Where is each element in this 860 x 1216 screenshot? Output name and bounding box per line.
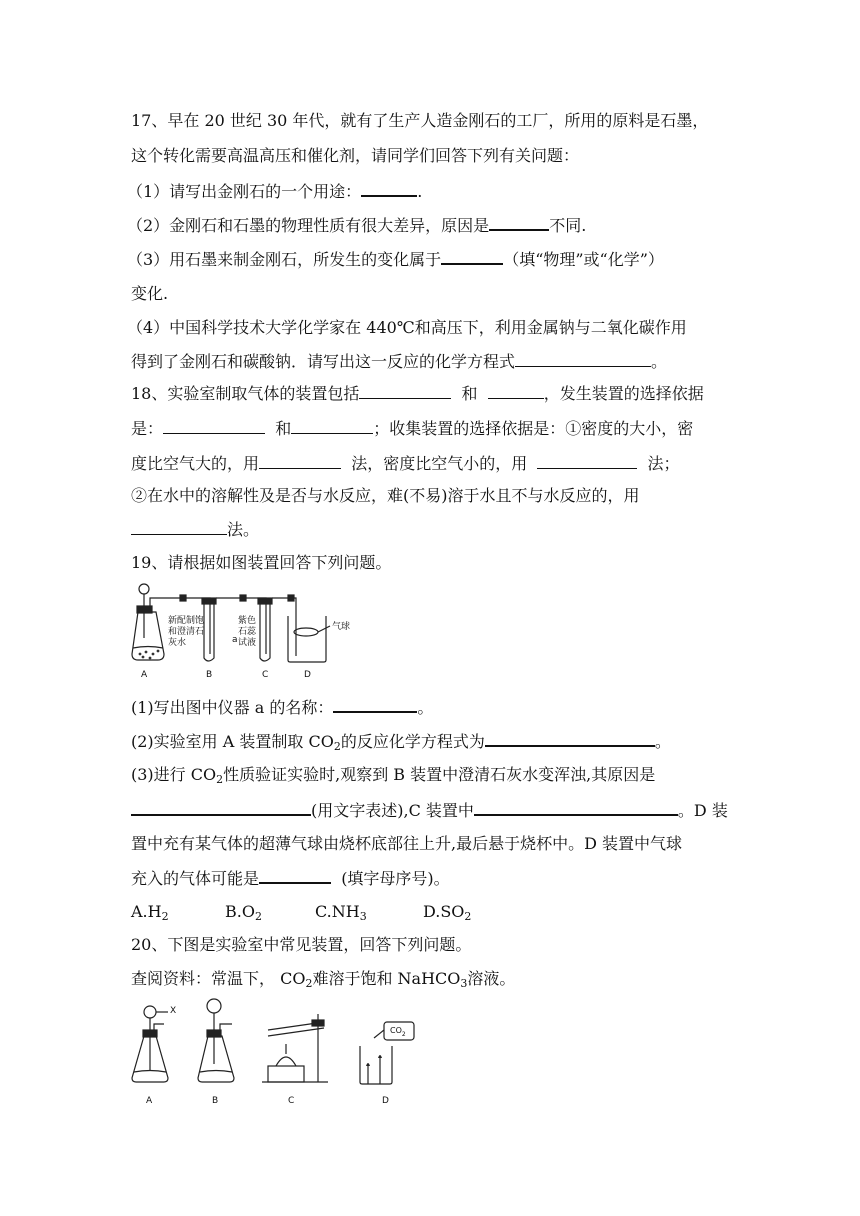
answer-blank[interactable] [474, 800, 678, 816]
answer-blank[interactable] [489, 215, 549, 231]
answer-blank[interactable] [441, 249, 503, 265]
option-b[interactable]: $B.O_2$ [225, 902, 262, 923]
label-b-line3: 灰水 [168, 638, 187, 648]
label-x: X [170, 1006, 177, 1016]
q19-apparatus-figure [128, 582, 358, 682]
label-a: a [232, 635, 238, 645]
q18-line-1: 18、实验室制取气体的装置包括 和 ，发生装置的选择依据 [131, 384, 704, 403]
q19-part-2: (2)实验室用 A 装置制取 $CO_2$的反应化学方程式为 。 [131, 732, 671, 753]
q20-info: 查阅资料：常温下， $CO_2$难溶于饱和 NaHCO$_3$溶液。 [131, 969, 516, 990]
q19-part-1: (1)写出图中仪器 a 的名称： 。 [131, 698, 434, 717]
figure-label-b: B [206, 670, 213, 680]
q20-apparatus-figure [128, 994, 438, 1110]
q17-part-3-cont: 变化. [131, 284, 169, 303]
option-d[interactable]: $D.SO_2$ [423, 902, 472, 923]
figure-label-b: B [212, 1096, 219, 1106]
q17-part-4: （4）中国科学技术大学化学家在 440℃和高压下，利用金属钠与二氧化碳作用 [127, 318, 687, 337]
q19-part-3-line2: (用文字表述),C 装置中 。D 装 [131, 800, 728, 821]
q18-line-3: 度比空气大的，用 法，密度比空气小的，用 法； [131, 454, 680, 473]
q19-part-3-line4: 充入的气体可能是 (填字母序号)。 [131, 869, 450, 888]
figure-label-c: C [262, 670, 269, 680]
label-b-line1: 新配制饱 [168, 616, 205, 626]
q20-title: 20、下图是实验室中常见装置，回答下列问题。 [131, 935, 472, 954]
answer-blank[interactable] [259, 454, 341, 469]
answer-blank[interactable] [515, 352, 651, 367]
label-c-line3: 试液 [238, 638, 257, 648]
option-a[interactable]: $A.H_2$ [131, 902, 169, 923]
q17-part-1: （1）请写出金刚石的一个用途： . [127, 182, 423, 201]
answer-blank[interactable] [537, 454, 637, 469]
answer-blank[interactable] [131, 520, 227, 535]
figure-label-a: A [146, 1096, 153, 1106]
q19-part-3: (3)进行 $CO_2$性质验证实验时,观察到 B 装置中澄清石灰水变浑浊,其原因是 [131, 765, 656, 786]
answer-blank[interactable] [131, 800, 311, 816]
q19-title: 19、请根据如图装置回答下列问题。 [131, 553, 392, 572]
answer-blank[interactable] [361, 181, 417, 197]
answer-blank[interactable] [291, 419, 373, 434]
q18-line-4: ②在水中的溶解性及是否与水反应，难(不易)溶于水且不与水反应的，用 [131, 486, 640, 505]
figure-label-c: C [288, 1096, 295, 1106]
label-balloon: 气球 [332, 622, 351, 632]
label-co2: $CO_2$ [390, 1026, 406, 1038]
q17-line-1: 17、早在 20 世纪 30 年代，就有了生产人造金刚石的工厂，所用的原料是石墨， [131, 111, 709, 130]
q17-part-4-cont: 得到了金刚石和碳酸钠．请写出这一反应的化学方程式 。 [131, 352, 668, 371]
answer-blank[interactable] [333, 697, 417, 713]
answer-blank[interactable] [259, 868, 331, 884]
figure-label-d: D [382, 1096, 389, 1106]
figure-label-a: A [141, 670, 148, 680]
q19-part-3-line3: 置中充有某气体的超薄气球由烧杯底部往上升,最后悬于烧杯中。D 装置中气球 [131, 834, 683, 853]
answer-blank[interactable] [359, 384, 451, 399]
q17-part-2: （2）金刚石和石墨的物理性质有很大差异，原因是 不同. [127, 216, 587, 235]
label-c-line2: 石蕊 [238, 627, 257, 637]
q19-options [131, 902, 471, 922]
answer-blank[interactable] [488, 384, 544, 399]
q18-line-2: 是： 和 ；收集装置的选择依据是：①密度的大小，密 [131, 419, 694, 438]
answer-blank[interactable] [163, 419, 265, 434]
answer-blank[interactable] [485, 731, 655, 747]
q17-part-3: （3）用石墨来制金刚石，所发生的变化属于 （填“物理”或“化学”） [127, 250, 664, 269]
label-b-line2: 和澄清石 [168, 627, 205, 637]
q18-line-5: 法。 [131, 520, 259, 540]
option-c[interactable]: $C.NH_3$ [315, 902, 367, 923]
figure-label-d: D [304, 670, 311, 680]
label-c-line1: 紫色 [238, 616, 257, 626]
q17-line-2: 这个转化需要高温高压和催化剂，请同学们回答下列有关问题： [131, 146, 580, 165]
